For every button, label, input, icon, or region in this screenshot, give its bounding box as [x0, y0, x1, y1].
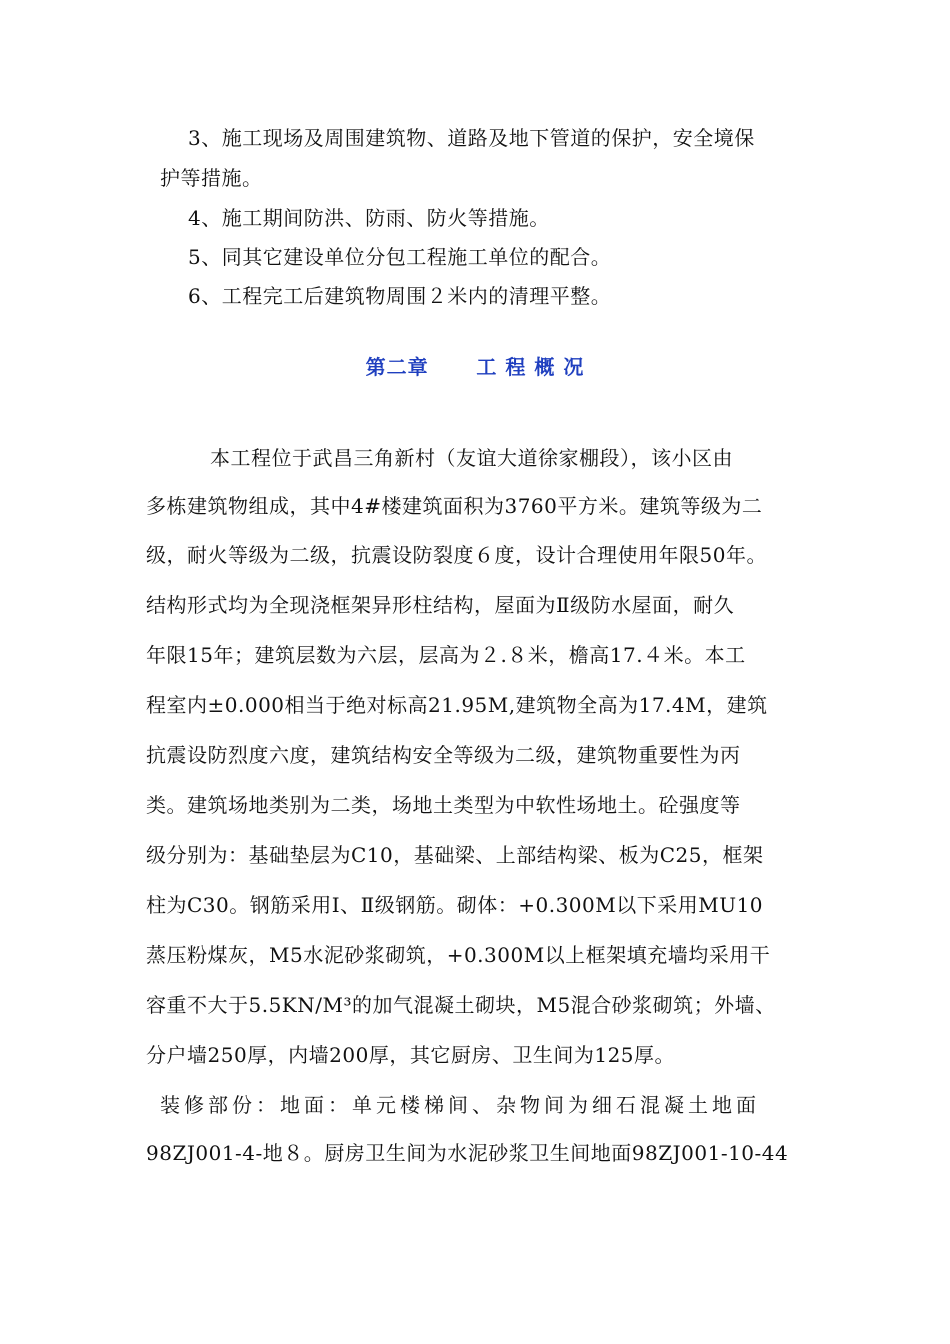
body-line: 柱为C30。钢筋采用Ⅰ、Ⅱ级钢筋。砌体：+0.300M以下采用MU10 [146, 893, 764, 917]
body-line: 抗震设防烈度六度，建筑结构安全等级为二级，建筑物重要性为丙 [146, 743, 741, 767]
body-line: 本工程位于武昌三角新村（友谊大道徐家棚段），该小区由 [210, 446, 733, 470]
body-line: 程室内±0.000相当于绝对标高21.95M,建筑物全高为17.4M，建筑 [146, 693, 768, 717]
chapter-heading: 第二章 工 程 概 况 [365, 355, 585, 379]
decoration-line-1: 装修部份：地面：单元楼梯间、杂物间为细石混凝土地面 [160, 1093, 760, 1117]
body-line: 分户墙250厚，内墙200厚，其它厨房、卫生间为125厚。 [146, 1043, 676, 1067]
body-line: 级，耐火等级为二级，抗震设防裂度６度，设计合理使用年限50年。 [146, 543, 767, 567]
measure-item-5: 5、同其它建设单位分包工程施工单位的配合。 [188, 245, 612, 269]
measure-item-6: 6、工程完工后建筑物周围２米内的清理平整。 [188, 284, 612, 308]
measure-item-4: 4、施工期间防洪、防雨、防火等措施。 [188, 206, 550, 230]
measure-item-3-line-1: 3、施工现场及周围建筑物、道路及地下管道的保护，安全境保 [188, 126, 755, 150]
body-line: 容重不大于5.5KN/M³的加气混凝土砌块，M5混合砂浆砌筑；外墙、 [146, 993, 776, 1017]
body-line: 蒸压粉煤灰，M5水泥砂浆砌筑，+0.300M以上框架填充墙均采用干 [146, 943, 771, 967]
body-line: 多栋建筑物组成，其中4#楼建筑面积为3760平方米。建筑等级为二 [146, 494, 763, 518]
body-line: 类。建筑场地类别为二类，场地土类型为中软性场地土。砼强度等 [146, 793, 741, 817]
body-line: 年限15年；建筑层数为六层，层高为２.８米，檐高17.４米。本工 [146, 643, 746, 667]
measure-item-3-line-2: 护等措施。 [160, 166, 263, 190]
body-line: 结构形式均为全现浇框架异形柱结构，屋面为Ⅱ级防水屋面，耐久 [146, 593, 735, 617]
decoration-line-2: 98ZJ001-4-地８。厨房卫生间为水泥砂浆卫生间地面98ZJ001-10-44 [146, 1141, 789, 1165]
body-line: 级分别为：基础垫层为C10，基础梁、上部结构梁、板为C25，框架 [146, 843, 764, 867]
